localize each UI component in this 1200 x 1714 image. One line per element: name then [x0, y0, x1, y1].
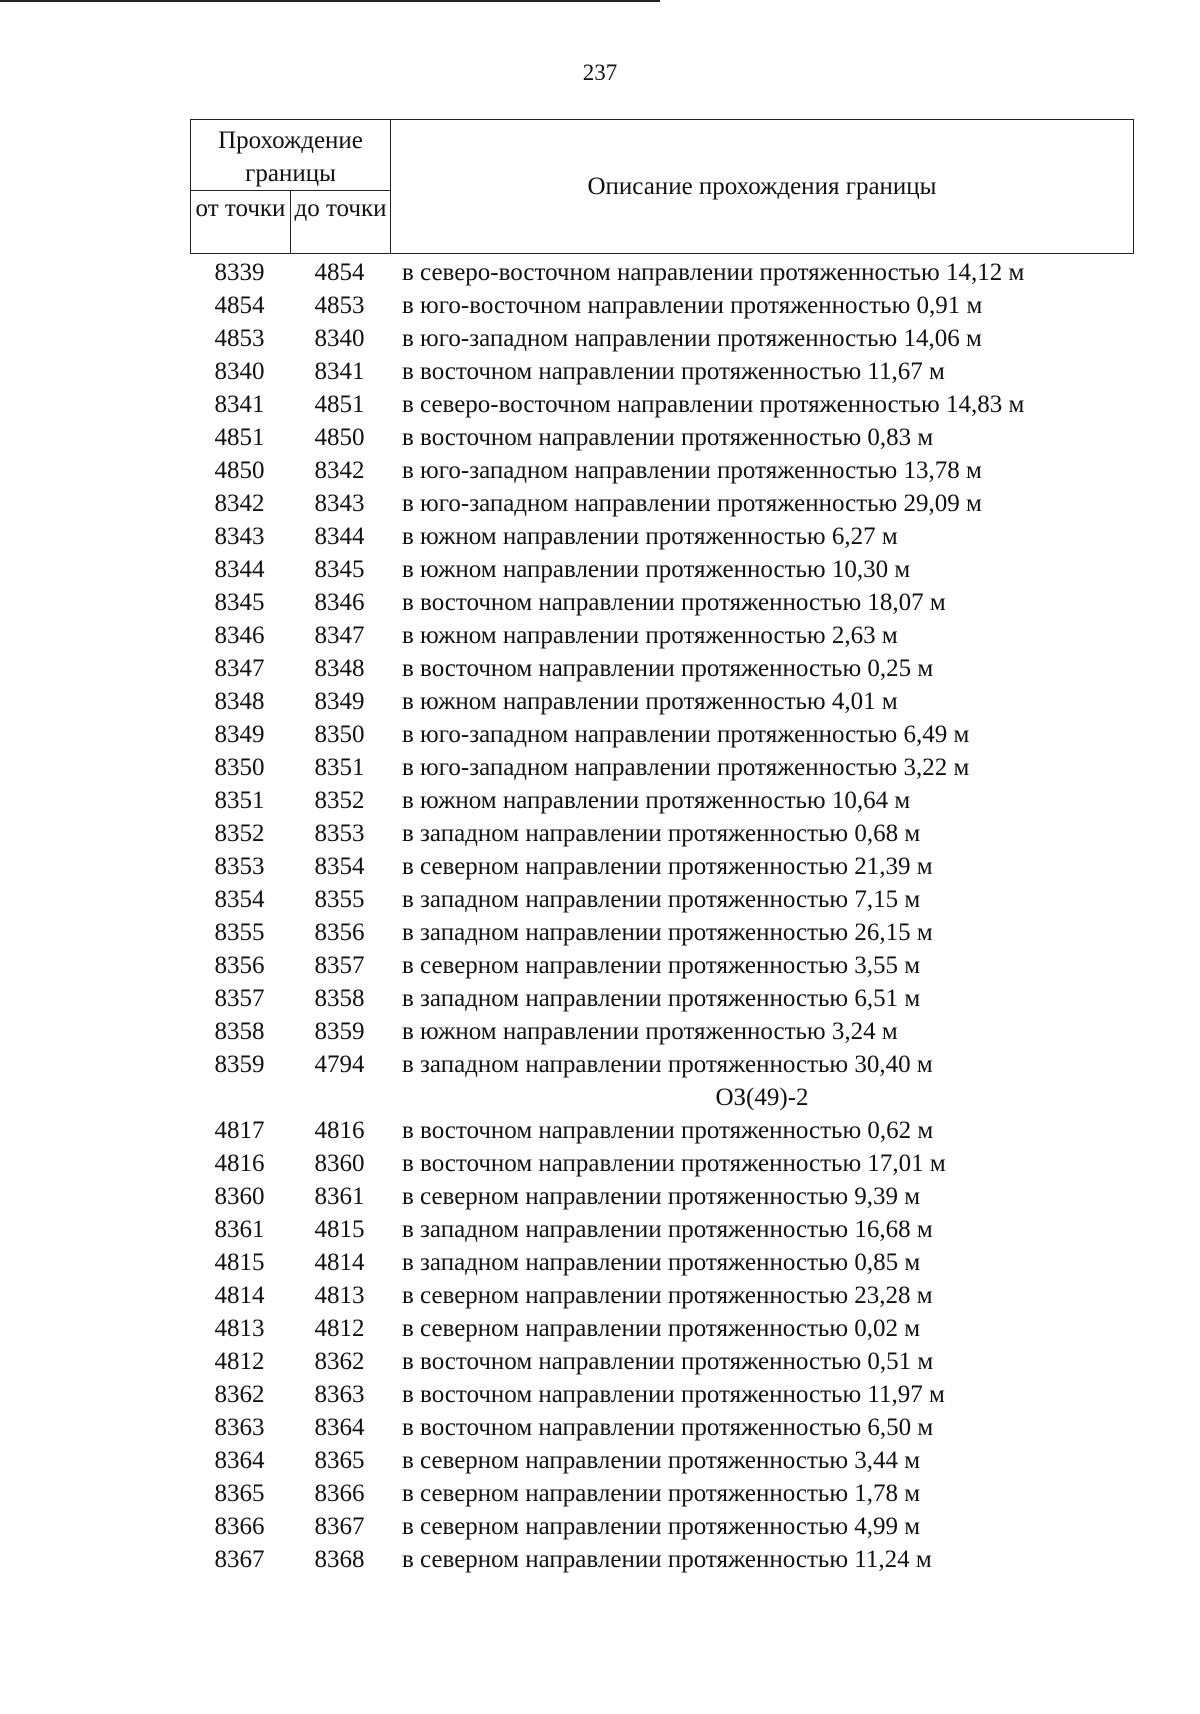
from-point-cell: 8346 [214, 622, 265, 649]
table-row [190, 289, 1140, 322]
description-cell: в западном направлении протяженностью 16,68 м [402, 1216, 933, 1243]
to-point-cell: 8365 [314, 1447, 365, 1474]
from-point-cell: 8357 [214, 985, 265, 1012]
to-point-cell: 8341 [314, 358, 365, 385]
to-point-cell: 4850 [314, 424, 365, 451]
from-point-cell: 8340 [214, 358, 265, 385]
to-point-cell: 4794 [314, 1051, 365, 1078]
from-point-cell: 8347 [214, 655, 265, 682]
header-to-point: до точки [294, 195, 387, 222]
from-point-cell: 8351 [214, 787, 265, 814]
table-row [190, 916, 1140, 949]
section-title: ОЗ(49)-2 [715, 1084, 809, 1111]
to-point-cell: 8366 [314, 1480, 365, 1507]
section-title-row [190, 1081, 1140, 1114]
from-point-cell: 8356 [214, 952, 265, 979]
from-point-cell: 8362 [214, 1381, 265, 1408]
to-point-cell: 4816 [314, 1117, 365, 1144]
table-row [190, 355, 1140, 388]
to-point-cell: 4854 [314, 259, 365, 286]
from-point-cell: 8353 [214, 853, 265, 880]
description-cell: в северо-восточном направлении протяженностью 14,83 м [402, 391, 1025, 418]
table-row [190, 520, 1140, 553]
table-row [190, 652, 1140, 685]
to-point-cell: 4813 [314, 1282, 365, 1309]
rows-group-2 [190, 1114, 1140, 1576]
table-row [190, 1279, 1140, 1312]
description-cell: в северном направлении протяженностью 3,55 м [402, 952, 921, 979]
to-point-cell: 8351 [314, 754, 365, 781]
table-row [190, 1246, 1140, 1279]
to-point-cell: 8347 [314, 622, 365, 649]
to-point-cell: 4812 [314, 1315, 365, 1342]
from-point-cell: 8366 [214, 1513, 265, 1540]
to-point-cell: 8340 [314, 325, 365, 352]
description-cell: в восточном направлении протяженностью 0,62 м [402, 1117, 934, 1144]
to-point-cell: 8344 [314, 523, 365, 550]
to-point-cell: 8343 [314, 490, 365, 517]
table-row [190, 883, 1140, 916]
description-cell: в восточном направлении протяженностью 0,83 м [402, 424, 934, 451]
description-cell: в южном направлении протяженностью 3,24 м [402, 1018, 898, 1045]
table-row [190, 586, 1140, 619]
rows-group-1 [190, 256, 1140, 1081]
to-point-cell: 8361 [314, 1183, 365, 1210]
table-row [190, 1015, 1140, 1048]
to-point-cell: 8346 [314, 589, 365, 616]
table-row [190, 784, 1140, 817]
table-row [190, 1048, 1140, 1081]
description-cell: в восточном направлении протяженностью 11,97 м [402, 1381, 945, 1408]
table-row [190, 1378, 1140, 1411]
table-row [190, 553, 1140, 586]
table-row [190, 1114, 1140, 1147]
from-point-cell: 4851 [214, 424, 265, 451]
from-point-cell: 8365 [214, 1480, 265, 1507]
from-point-cell: 8339 [214, 259, 265, 286]
table-row [190, 1411, 1140, 1444]
table-row [190, 850, 1140, 883]
to-point-cell: 4853 [314, 292, 365, 319]
from-point-cell: 8345 [214, 589, 265, 616]
to-point-cell: 4814 [314, 1249, 365, 1276]
description-cell: в восточном направлении протяженностью 17,01 м [402, 1150, 946, 1177]
description-cell: в западном направлении протяженностью 0,68 м [402, 820, 921, 847]
description-cell: в западном направлении протяженностью 0,85 м [402, 1249, 921, 1276]
table-header [190, 119, 1134, 254]
table-row [190, 1510, 1140, 1543]
description-cell: в юго-западном направлении протяженностью 3,22 м [402, 754, 970, 781]
from-point-cell: 8361 [214, 1216, 265, 1243]
from-point-cell: 4816 [214, 1150, 265, 1177]
header-description: Описание прохождения границы [587, 173, 937, 200]
table-row [190, 619, 1140, 652]
to-point-cell: 8368 [314, 1546, 365, 1573]
from-point-cell: 4817 [214, 1117, 265, 1144]
table-row [190, 322, 1140, 355]
table-row [190, 685, 1140, 718]
table-row [190, 751, 1140, 784]
table-row [190, 1213, 1140, 1246]
description-cell: в юго-западном направлении протяженностью 29,09 м [402, 490, 982, 517]
to-point-cell: 8367 [314, 1513, 365, 1540]
table-row [190, 454, 1140, 487]
description-cell: в восточном направлении протяженностью 18,07 м [402, 589, 946, 616]
table-row [190, 1345, 1140, 1378]
from-point-cell: 4853 [214, 325, 265, 352]
table-row [190, 1543, 1140, 1576]
from-point-cell: 8354 [214, 886, 265, 913]
description-cell: в западном направлении протяженностью 30,40 м [402, 1051, 933, 1078]
to-point-cell: 8355 [314, 886, 365, 913]
description-cell: в северном направлении протяженностью 0,02 м [402, 1315, 921, 1342]
from-point-cell: 8367 [214, 1546, 265, 1573]
header-from-point: от точки [195, 195, 286, 222]
from-point-cell: 8358 [214, 1018, 265, 1045]
from-point-cell: 8352 [214, 820, 265, 847]
description-cell: в южном направлении протяженностью 2,63 м [402, 622, 898, 649]
description-cell: в северном направлении протяженностью 4,99 м [402, 1513, 921, 1540]
scan-edge-line [0, 0, 660, 2]
description-cell: в западном направлении протяженностью 7,15 м [402, 886, 921, 913]
from-point-cell: 8348 [214, 688, 265, 715]
from-point-cell: 4814 [214, 1282, 265, 1309]
from-point-cell: 8360 [214, 1183, 265, 1210]
table-row [190, 1147, 1140, 1180]
description-cell: в западном направлении протяженностью 26,15 м [402, 919, 933, 946]
table-row [190, 421, 1140, 454]
from-point-cell: 8350 [214, 754, 265, 781]
description-cell: в северном направлении протяженностью 9,39 м [402, 1183, 921, 1210]
table-row [190, 487, 1140, 520]
description-cell: в восточном направлении протяженностью 6,50 м [402, 1414, 934, 1441]
to-point-cell: 8354 [314, 853, 365, 880]
description-cell: в юго-западном направлении протяженностью 6,49 м [402, 721, 970, 748]
table-row [190, 1477, 1140, 1510]
description-cell: в южном направлении протяженностью 4,01 м [402, 688, 898, 715]
from-point-cell: 8363 [214, 1414, 265, 1441]
table-row [190, 256, 1140, 289]
to-point-cell: 8352 [314, 787, 365, 814]
to-point-cell: 4851 [314, 391, 365, 418]
table-row [190, 817, 1140, 850]
page-number: 237 [582, 60, 618, 85]
description-cell: в западном направлении протяженностью 6,51 м [402, 985, 921, 1012]
to-point-cell: 8359 [314, 1018, 365, 1045]
to-point-cell: 8364 [314, 1414, 365, 1441]
from-point-cell: 8344 [214, 556, 265, 583]
table-row [190, 1444, 1140, 1477]
table-row [190, 1180, 1140, 1213]
description-cell: в восточном направлении протяженностью 0,51 м [402, 1348, 934, 1375]
to-point-cell: 8353 [314, 820, 365, 847]
to-point-cell: 4815 [314, 1216, 365, 1243]
description-cell: в северном направлении протяженностью 23,28 м [402, 1282, 933, 1309]
from-point-cell: 4812 [214, 1348, 265, 1375]
description-cell: в южном направлении протяженностью 6,27 м [402, 523, 898, 550]
description-cell: в южном направлении протяженностью 10,64 м [402, 787, 911, 814]
table-row [190, 949, 1140, 982]
to-point-cell: 8358 [314, 985, 365, 1012]
to-point-cell: 8362 [314, 1348, 365, 1375]
from-point-cell: 8343 [214, 523, 265, 550]
from-point-cell: 8342 [214, 490, 265, 517]
description-cell: в восточном направлении протяженностью 0,25 м [402, 655, 934, 682]
description-cell: в восточном направлении протяженностью 11,67 м [402, 358, 945, 385]
to-point-cell: 8348 [314, 655, 365, 682]
from-point-cell: 8355 [214, 919, 265, 946]
from-point-cell: 4813 [214, 1315, 265, 1342]
to-point-cell: 8360 [314, 1150, 365, 1177]
header-boundary-passage: Прохождение границы [218, 127, 363, 187]
table-row [190, 1312, 1140, 1345]
from-point-cell: 8364 [214, 1447, 265, 1474]
from-point-cell: 4815 [214, 1249, 265, 1276]
boundary-table-body [190, 256, 1140, 1576]
description-cell: в юго-западном направлении протяженностью 14,06 м [402, 325, 982, 352]
header-divider [191, 190, 390, 191]
description-cell: в северном направлении протяженностью 3,44 м [402, 1447, 921, 1474]
description-cell: в северном направлении протяженностью 21,39 м [402, 853, 933, 880]
from-point-cell: 4854 [214, 292, 265, 319]
description-cell: в южном направлении протяженностью 10,30 м [402, 556, 911, 583]
description-cell: в северо-восточном направлении протяженностью 14,12 м [402, 259, 1025, 286]
description-cell: в юго-восточном направлении протяженностью 0,91 м [402, 292, 983, 319]
to-point-cell: 8357 [314, 952, 365, 979]
description-cell: в северном направлении протяженностью 1,78 м [402, 1480, 921, 1507]
to-point-cell: 8349 [314, 688, 365, 715]
table-row [190, 718, 1140, 751]
to-point-cell: 8356 [314, 919, 365, 946]
to-point-cell: 8350 [314, 721, 365, 748]
to-point-cell: 8363 [314, 1381, 365, 1408]
to-point-cell: 8342 [314, 457, 365, 484]
from-point-cell: 4850 [214, 457, 265, 484]
from-point-cell: 8359 [214, 1051, 265, 1078]
from-point-cell: 8341 [214, 391, 265, 418]
to-point-cell: 8345 [314, 556, 365, 583]
description-cell: в юго-западном направлении протяженностью 13,78 м [402, 457, 982, 484]
from-point-cell: 8349 [214, 721, 265, 748]
table-row [190, 388, 1140, 421]
description-cell: в северном направлении протяженностью 11,24 м [402, 1546, 932, 1573]
table-row [190, 982, 1140, 1015]
